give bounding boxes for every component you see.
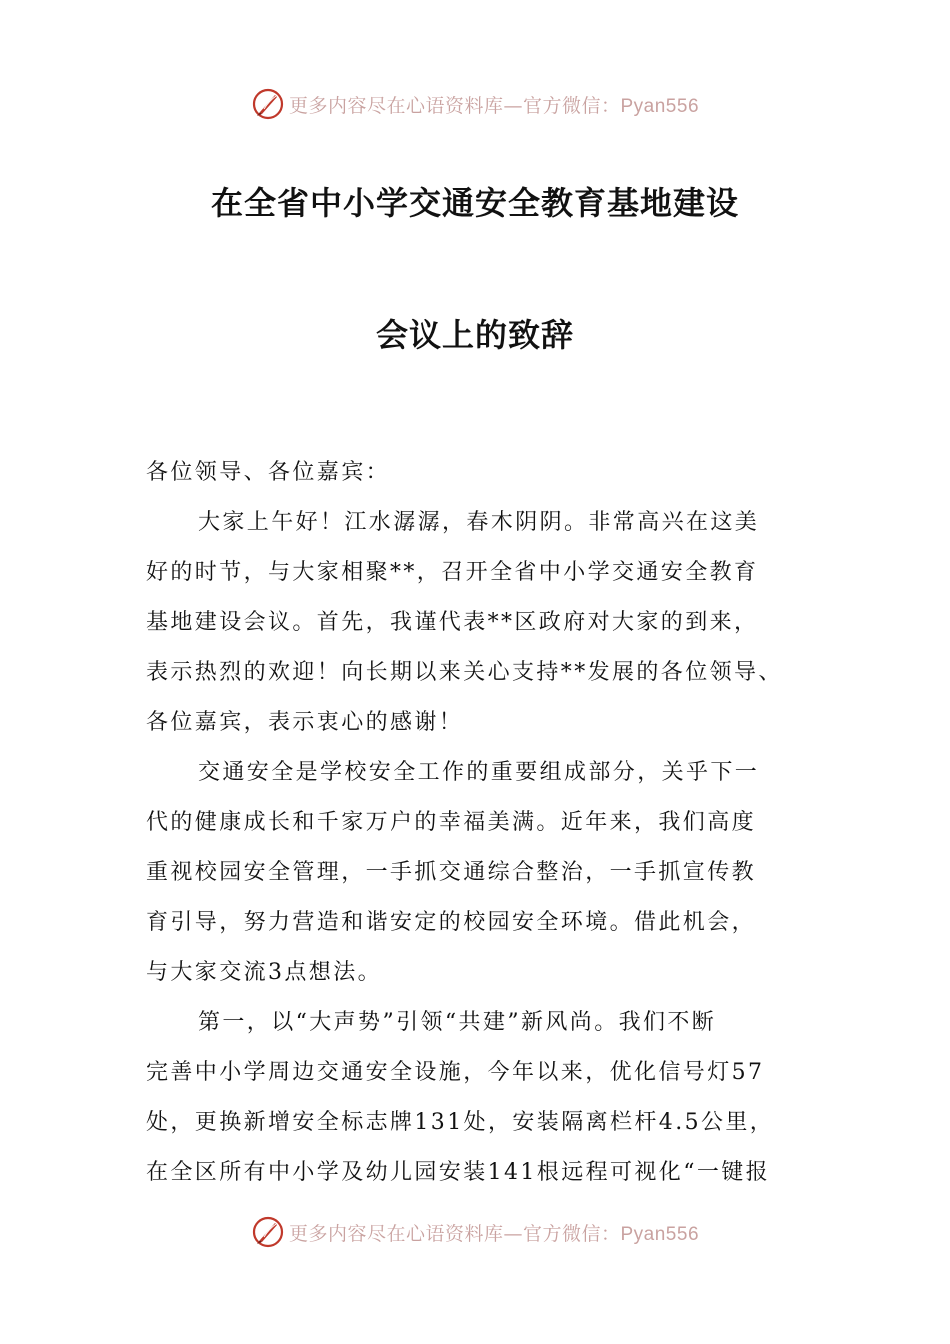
document-title-line-2: 会议上的致辞 <box>375 316 574 354</box>
body-line: 交通安全是学校安全工作的重要组成部分，关乎下一 <box>198 760 760 785</box>
body-line: 大家上午好！江水潺潺，春木阴阴。非常高兴在这美 <box>198 510 760 535</box>
footer-banner <box>0 1212 950 1252</box>
body-line: 各位嘉宾，表示衷心的感谢！ <box>146 710 464 735</box>
header-banner <box>0 84 950 124</box>
body-line: 第一，以“大声势”引领“共建”新风尚。我们不断 <box>198 1010 717 1035</box>
body-line: 育引导，努力营造和谐安定的校园安全环境。借此机会， <box>146 910 757 935</box>
wechat-id: Pyan556 <box>620 1223 700 1245</box>
banner-text: 更多内容尽在心语资料库—官方微信： <box>288 1222 621 1245</box>
body-line: 基地建设会议。首先，我谨代表**区政府对大家的到来， <box>146 610 759 635</box>
body-line: 处，更换新增安全标志牌131处，安装隔离栏杆4.5公里， <box>146 1110 775 1135</box>
body-line: 表示热烈的欢迎！向长期以来关心支持**发展的各位领导、 <box>146 660 783 685</box>
body-line: 在全区所有中小学及幼儿园安装141根远程可视化“一键报 <box>146 1160 771 1185</box>
quill-logo-icon <box>251 1215 285 1249</box>
document-body <box>146 448 826 1198</box>
wechat-id: Pyan556 <box>620 95 700 117</box>
body-line: 完善中小学周边交通安全设施，今年以来，优化信号灯57 <box>146 1060 765 1085</box>
body-line: 代的健康成长和千家万户的幸福美满。近年来，我们高度 <box>146 810 757 835</box>
quill-logo-icon <box>251 87 285 121</box>
document-title-line-1: 在全省中小学交通安全教育基地建设 <box>210 184 739 222</box>
body-line: 与大家交流3点想法。 <box>146 960 382 985</box>
salutation: 各位领导、各位嘉宾： <box>146 460 391 485</box>
body-line: 好的时节，与大家相聚**，召开全省中小学交通安全教育 <box>146 560 759 585</box>
banner-text: 更多内容尽在心语资料库—官方微信： <box>288 94 621 117</box>
body-line: 重视校园安全管理，一手抓交通综合整治，一手抓宣传教 <box>146 860 757 885</box>
